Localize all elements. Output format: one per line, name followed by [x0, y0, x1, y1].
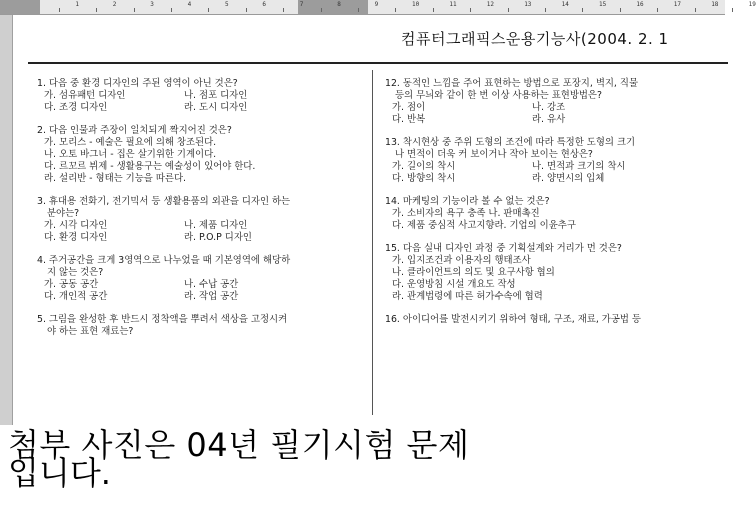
ruler-tick	[732, 8, 733, 12]
question-block	[37, 255, 367, 303]
ruler-number: 9	[374, 1, 379, 8]
ruler-tick	[134, 8, 135, 12]
question-text: 15. 다음 실내 디자인 과정 중 기획설계와 거리가 먼 것은?	[385, 243, 622, 254]
caption-line-2: 입니다.	[8, 454, 111, 492]
option-text: 라. P.O.P 디자인	[184, 232, 252, 243]
ruler-tick	[171, 8, 172, 12]
ruler-number: 17	[673, 1, 682, 8]
ruler-tick	[395, 8, 396, 12]
question-text: 16. 아이디어를 발전시키기 위하여 형태, 구조, 재료, 가공법 등	[385, 314, 641, 325]
option-text: 라. 양면시의 입체	[532, 173, 605, 184]
option-text: 다. 방향의 착시	[392, 173, 456, 184]
option-text: 나. 점포 디자인	[184, 90, 248, 101]
question-text-cont: 나 면적이 더욱 커 보이거나 작아 보이는 현상은?	[395, 149, 593, 160]
option-row	[385, 173, 725, 185]
ruler-left-margin	[0, 0, 40, 14]
ruler-number: 10	[412, 1, 420, 8]
question-block	[385, 314, 725, 326]
option-line: 다. 르꼬르 뷔제 - 생활용구는 예술성이 있어야 한다.	[44, 161, 256, 172]
option-text: 라. 유사	[532, 114, 566, 125]
ruler-number: 3	[150, 1, 154, 8]
question-text: 12. 동적인 느낌을 주어 표현하는 방법으로 포장지, 벽지, 직물	[385, 78, 639, 89]
question-text: 2. 다음 인물과 주장이 일치되게 짝지어진 것은?	[37, 125, 232, 136]
question-text-cont: 지 않는 것은?	[47, 267, 104, 278]
question-block	[385, 137, 725, 185]
ruler-tick	[657, 8, 658, 12]
ruler-tick	[321, 8, 322, 12]
question-block	[385, 78, 725, 126]
ruler-tick	[96, 8, 97, 12]
ruler-number: 5	[225, 1, 229, 8]
question-text-cont: 등의 무늬와 같이 한 번 이상 사용하는 표현방법은?	[395, 90, 602, 101]
option-line: 나. 클라이언트의 의도 및 요구사항 협의	[392, 267, 555, 278]
ruler-number: 19	[748, 1, 756, 8]
option-text: 나. 강조	[532, 102, 566, 113]
ruler-number: 12	[486, 1, 495, 8]
question-text: 1. 다음 중 환경 디자인의 주된 영역이 아닌 것은?	[37, 78, 238, 89]
option-line: 라. 관계법령에 따른 허가수속에 협력	[392, 291, 543, 302]
option-row	[385, 114, 725, 126]
ruler-tick	[508, 8, 509, 12]
ruler-number: 2	[112, 1, 117, 8]
ruler-number: 1	[75, 1, 80, 8]
question-block	[385, 196, 725, 232]
caption-line-1: 첨부 사진은 04년 필기시험 문제	[8, 426, 470, 464]
column-divider	[372, 70, 373, 415]
option-row	[385, 102, 725, 114]
question-text: 5. 그림을 완성한 후 반드시 정착액을 뿌려서 색상을 고정시켜	[37, 314, 288, 325]
option-text: 다. 개인적 공간	[44, 291, 108, 302]
ruler-tick	[246, 8, 247, 12]
option-line: 가. 소비자의 욕구 충족 나. 판매촉진	[392, 208, 540, 219]
question-text: 4. 주거공간을 크게 3영역으로 나누었을 때 기본영역에 해당하	[37, 255, 291, 266]
option-text: 나. 제품 디자인	[184, 220, 248, 231]
ruler-tick	[545, 8, 546, 12]
question-block	[37, 314, 367, 338]
option-row	[37, 220, 367, 232]
ruler-tick	[582, 8, 583, 12]
option-line: 다. 운영방침 시설 개요도 작성	[392, 279, 516, 290]
option-line: 가. 입지조건과 이용자의 행태조사	[392, 255, 531, 266]
ruler-number: 14	[561, 1, 569, 8]
question-block	[37, 125, 367, 185]
question-block	[37, 78, 367, 114]
option-text: 가. 점이	[392, 102, 426, 113]
ruler-tick	[283, 8, 284, 12]
title-rule	[28, 62, 728, 64]
option-row	[385, 161, 725, 173]
option-text: 나. 면적과 크기의 착시	[532, 161, 626, 172]
ruler-number: 18	[711, 1, 719, 8]
left-column	[37, 78, 367, 349]
option-text: 라. 작업 공간	[184, 291, 239, 302]
option-row	[37, 102, 367, 114]
ruler-tick	[59, 8, 60, 12]
ruler-number: 6	[262, 1, 267, 8]
ruler-number: 11	[449, 1, 457, 8]
option-text: 나. 수납 공간	[184, 279, 239, 290]
question-text: 14. 마케팅의 기능이라 볼 수 없는 것은?	[385, 196, 550, 207]
ruler-tick	[208, 8, 209, 12]
ruler-tick	[358, 8, 359, 12]
ruler-number: 4	[187, 1, 192, 8]
option-line: 가. 모리스 - 예술은 필요에 의해 창조된다.	[44, 137, 217, 148]
option-text: 가. 공동 공간	[44, 279, 99, 290]
question-block	[37, 196, 367, 244]
question-text-cont: 야 하는 표현 재료는?	[47, 326, 134, 337]
ruler-number: 7	[299, 1, 304, 8]
right-column	[385, 78, 725, 337]
question-text-cont: 분야는?	[47, 208, 80, 219]
document-title: 컴퓨터그래픽스운용기능사(2004. 2. 1	[401, 30, 669, 48]
option-line: 다. 제품 중심적 사고지향라. 기업의 이윤추구	[392, 220, 576, 231]
option-text: 다. 반복	[392, 114, 426, 125]
option-row	[37, 279, 367, 291]
option-row	[37, 291, 367, 303]
ruler-number: 8	[337, 1, 341, 8]
question-block	[385, 243, 725, 303]
option-text: 라. 도시 디자인	[184, 102, 248, 113]
option-text: 가. 시각 디자인	[44, 220, 108, 231]
option-line: 라. 설리반 - 형태는 기능을 따른다.	[44, 173, 186, 184]
page-left-edge	[0, 15, 13, 425]
ruler-tick	[470, 8, 471, 12]
option-text: 다. 환경 디자인	[44, 232, 108, 243]
option-line: 나. 오토 바그너 - 집은 살기위한 기계이다.	[44, 149, 217, 160]
option-row	[37, 90, 367, 102]
question-text: 13. 착시현상 중 주위 도형의 조건에 따라 특정한 도형의 크기	[385, 137, 636, 148]
option-text: 가. 길이의 착시	[392, 161, 456, 172]
ruler-number: 13	[524, 1, 532, 8]
option-row	[37, 232, 367, 244]
option-text: 다. 조경 디자인	[44, 102, 108, 113]
ruler	[0, 0, 756, 15]
ruler-tick	[433, 8, 434, 12]
ruler-tick	[620, 8, 621, 12]
ruler-number: 15	[599, 1, 607, 8]
option-text: 가. 섬유패턴 디자인	[44, 90, 126, 101]
question-text: 3. 휴대용 전화기, 전기믹서 등 생활용품의 외관을 디자인 하는	[37, 196, 291, 207]
ruler-tick	[695, 8, 696, 12]
ruler-number: 16	[636, 1, 644, 8]
